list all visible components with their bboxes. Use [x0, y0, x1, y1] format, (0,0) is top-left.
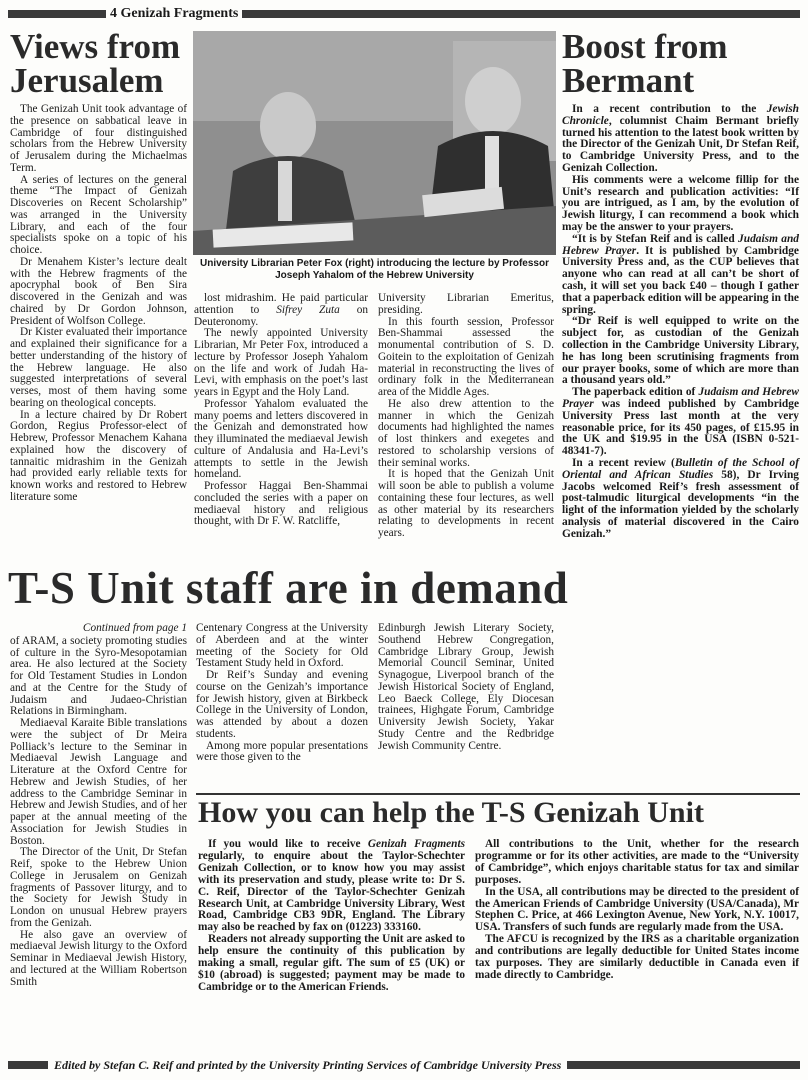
- paragraph: [562, 104, 799, 175]
- italic-title: Judaism and Hebrew Prayer: [562, 232, 800, 257]
- text: lost midrashim. He paid particular attention to: [194, 292, 368, 316]
- paragraph: Professor Haggai Ben-Shammai concluded the series with a paper on mediaeval history and religious thought, with Dr F. W. Ratcliffe,: [194, 480, 368, 528]
- ts-column-2: [196, 623, 368, 764]
- header-rule-right: [242, 10, 800, 18]
- paragraph: In the USA, all contributions may be directed to the president of the American Friends of Cambridge University (USA/Canada), Mr Stephen C. Price, at 466 Lexington Avenue, New York, N.Y. 10017, USA. Transfers of such funds are regularly made from the USA.: [475, 885, 799, 934]
- paragraph: [562, 387, 799, 458]
- paragraph: He also drew attention to the manner in which the Genizah documents had highlighted the names of lost thinkers and exegetes and restored to scholarship versions of their seminal works.: [378, 397, 554, 469]
- views-column-2: [194, 293, 368, 528]
- italic-title: Bulletin of the School of Oriental and African Studies: [562, 456, 799, 481]
- text: was indeed published by Cambridge University Press last month at the very reasonable price, for its 450 pages, of £15.95 in the UK and $19.95 in the USA (ISBN 0-521-48341-7).: [562, 397, 799, 458]
- views-headline: Views from Jerusalem: [10, 27, 181, 101]
- paragraph: In a lecture chaired by Dr Robert Gordon, Regius Professor-elect of Hebrew, Professor Menachem Kahana explained how the discovery of tannaitic midrashim in the Genizah had provided early reliable texts for known works and restored to Hebrew literature some: [10, 408, 187, 503]
- paragraph: He also gave an overview of mediaeval Jewish liturgy to the Oxford Seminar in Mediaeval Jewish History, and lectured at the William Robertson Smith: [10, 928, 187, 988]
- italic-title: Genizah Fragments: [367, 838, 465, 850]
- paragraph: Among more popular presentations were those given to the: [196, 739, 368, 764]
- photo-illustration: [193, 31, 556, 255]
- paragraph: Dr Menahem Kister’s lecture dealt with the Hebrew fragments of the apocryphal book of Ben Sira discovered in the Genizah and was chaired by Dr Gordon Johnson, President of Wolfson College.: [10, 255, 187, 327]
- help-column-left: [198, 839, 465, 994]
- paragraph: Edinburgh Jewish Literary Society, Southend Hebrew Congregation, Cambridge Library Group, Jewish Memorial Council Seminar, United Synagogue, Liverpool branch of the Jewish Historical Society of England, Leo Baeck College, Ely Diocesan trainees, Highgate Forum, Cambridge University Jewish Society, Yakar Study Centre and the Redbridge Jewish Community Centre.: [378, 622, 554, 752]
- paragraph: [198, 839, 465, 934]
- paragraph: In this fourth session, Professor Ben-Shammai assessed the monumental contribution of S. D. Goitein to the exploitation of Genizah material in reconstructing the lives of ordinary folk in the Mediterranean area of the Middle Ages.: [378, 315, 554, 398]
- text: In a recent review (: [572, 456, 675, 469]
- ts-column-3: [378, 623, 554, 752]
- text: In a recent contribution to the: [572, 103, 767, 115]
- views-column-1: [10, 104, 187, 504]
- footer-credit: Edited by Stefan C. Reif and printed by the University Printing Services of Cambridge University Press: [54, 1057, 562, 1072]
- paragraph: Readers not already supporting the Unit are asked to help ensure the continuity of this publication by making a small, regular gift. The sum of £5 (UK) or $10 (abroad) is suggested; payment may be made to Cambridge or to the American Friends.: [198, 933, 465, 993]
- views-column-3: [378, 293, 554, 540]
- italic-title: Jewish Chronicle: [562, 103, 799, 127]
- boost-headline: Boost from Bermant: [562, 27, 728, 101]
- italic-title: Judaism and Hebrew Prayer: [562, 386, 799, 410]
- text: regularly, to enquire about the Taylor-Schechter Genizah Collection, or to know how you may assist with its preservation and study, please write to: Dr S. C. Reif, Director of the Taylor-Schechter Genizah Research Unit, at Cambridge University Library, West Road, Cambridge CB3 9DR, England. The Library may also be reached by fax on (01223) 333160.: [198, 849, 465, 934]
- help-column-right: [475, 839, 799, 982]
- paragraph: [562, 234, 799, 317]
- text: 58), Dr Irving Jacobs welcomed Reif’s fresh assessment of post-talmudic liturgical developments “in the light of the information yielded by the scholarly analysis of material discovered in the Cairo Genizah.”: [562, 468, 799, 540]
- lecture-photo: [193, 31, 556, 255]
- paragraph: Mediaeval Karaite Bible translations were the subject of Dr Meira Polliack’s lecture to the Seminar in Mediaeval Jewish Language and Literature at the Oxford Centre for Hebrew and Jewish Studies, of her address to the Cambridge Seminar in Hebrew and Jewish Studies, and of her paper at the annual meeting of the Association for Jewish Studies in Boston.: [10, 717, 187, 847]
- paragraph: Dr Kister evaluated their importance and explained their significance for a better understanding of the history of the Hebrew language. He also suggested interpretations of several verses, most of them having some bearing on theological concepts.: [10, 326, 187, 409]
- paragraph: His comments were a welcome fillip for the Unit’s research and publication activities: “If you are intrigued, as I am, by the evolution of Jewish liturgy, I can recommend a book which may be the answer to your prayers.: [562, 173, 799, 233]
- text: The paperback edition of: [572, 386, 699, 399]
- paragraph: The Director of the Unit, Dr Stefan Reif, spoke to the Hebrew Union College in Jerusalem on Genizah fragments of Passover liturgy, and to the Society for Jewish Study in London on unusual Hebrew prayers from the Genizah.: [10, 846, 187, 929]
- text: on Deuteronomy.: [194, 303, 369, 328]
- paragraph: It is hoped that the Genizah Unit will soon be able to publish a volume containing these four lectures, as well as other material by its researchers relating to developments in recent years.: [378, 468, 554, 539]
- paragraph: “Dr Reif is well equipped to write on the subject for, as custodian of the Genizah collection in the Cambridge University Library, he has long been scrutinising fragments from our prayer books, some of which are more than a thousand years old.”: [562, 315, 799, 387]
- footer: [8, 1056, 800, 1074]
- paragraph: University Librarian Emeritus, presiding.: [378, 292, 554, 316]
- text: If you would like to receive: [208, 838, 368, 850]
- italic-title: Sifrey Zuta: [276, 303, 340, 316]
- help-box-rule: [196, 793, 800, 795]
- paragraph: Professor Yahalom evaluated the many poems and letters discovered in the Genizah and demonstrated how they illuminated the mediaeval Jewish culture of Andalusia and Ha-Levi’s attempts to settle in the Jewish homeland.: [194, 397, 368, 481]
- paragraph: All contributions to the Unit, whether for the research programme or for its other activities, are made to the “University of Cambridge”, which enjoys charitable status for tax and similar purposes.: [475, 838, 799, 886]
- text: , columnist Chaim Bermant briefly turned his attention to the latest book written by the Director of the Genizah Unit, Dr Stefan Reif, to Cambridge University Press, and to the Genizah Collection.: [562, 114, 799, 174]
- paragraph: The Genizah Unit took advantage of the presence on sabbatical leave in Cambridge of four distinguished scholars from the Hebrew University of Jerusalem during the Michaelmas Term.: [10, 103, 187, 174]
- running-title: 4 Genizah Fragments: [110, 6, 239, 21]
- ts-column-1: [10, 623, 187, 988]
- text: “It is by Stefan Reif and is called: [572, 232, 739, 245]
- paragraph: The newly appointed University Librarian, Mr Peter Fox, introduced a lecture by Professor Joseph Yahalom on the life and work of Judah Ha-Levi, with emphasis on the poet’s last years in Egypt and the Holy Land.: [194, 327, 368, 398]
- footer-rule-right: [567, 1061, 800, 1069]
- paragraph: of ARAM, a society promoting studies of culture in the Syro-Mesopotamian area. He also lectured at the Society for Old Testament Studies in London and at the Centre for the Study of Judaism and Judaeo-Christian Relations in Birmingham.: [10, 634, 187, 718]
- photo-caption: University Librarian Peter Fox (right) introducing the lecture by Professor Joseph Yahalom of the Hebrew University: [200, 258, 549, 281]
- paragraph: The AFCU is recognized by the IRS as a charitable organization and contributions are legally deductible for United States income tax purposes. They are similarly deductible in Canada even if made directly to Cambridge.: [475, 933, 799, 981]
- footer-rule-left: [8, 1061, 48, 1069]
- paragraph: Dr Reif’s Sunday and evening course on the Genizah’s importance for Jewish history, given at Birkbeck College in the University of London, was attended by about a dozen students.: [196, 669, 368, 740]
- paragraph: Centenary Congress at the University of Aberdeen and at the winter meeting of the Society for Old Testament Study held in Oxford.: [196, 622, 368, 670]
- paragraph: [562, 458, 799, 541]
- running-header: [8, 4, 800, 24]
- ts-headline: T-S Unit staff are in demand: [8, 563, 569, 613]
- header-rule-left: [8, 10, 106, 18]
- paragraph: A series of lectures on the general theme “The Impact of Genizah Discoveries on Recent Scholarship” was arranged in the University Library, and each of the four specialists spoke on a topic of his choice.: [10, 173, 187, 256]
- continued-note: Continued from page 1: [82, 622, 187, 634]
- boost-column: [562, 104, 799, 540]
- help-headline: How you can help the T-S Genizah Unit: [198, 796, 704, 829]
- paragraph: [194, 293, 368, 328]
- text: . It is published by Cambridge University Press and, as the CUP believes that anyone who can read at all can’t be short of cash, it will set you back £40 – though I gather that a paperback edition will be appearing in the spring.: [562, 244, 799, 316]
